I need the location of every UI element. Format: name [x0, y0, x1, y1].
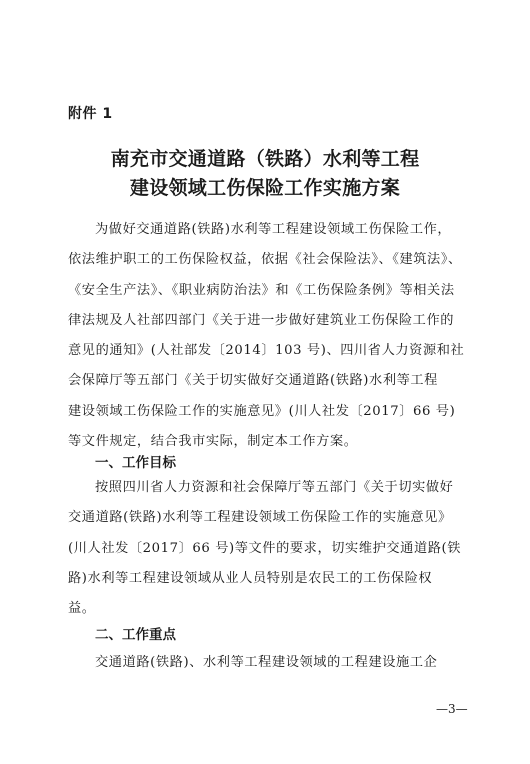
section-heading-goals: 一、工作目标 — [95, 455, 176, 471]
text-line: 路)水利等工程建设领域从业人员特别是农民工的工伤保险权 — [68, 570, 433, 586]
text-line: 益。 — [68, 601, 96, 617]
text-line: 交通道路(铁路)水利等工程建设领域工伤保险工作的实施意见》 — [68, 510, 452, 526]
text-line: 意见的通知》(人社部发〔2014〕103 号)、四川省人力资源和社 — [68, 343, 465, 359]
document-title-line-1: 南充市交通道路（铁路）水利等工程 — [110, 148, 420, 170]
text-line: 等文件规定，结合我市实际，制定本工作方案。 — [68, 434, 358, 450]
text-line: 《安全生产法》、《职业病防治法》和《工伤保险条例》等相关法 — [68, 282, 455, 298]
document-title-line-2: 建设领域工伤保险工作实施方案 — [129, 177, 401, 199]
text-line: 为做好交通道路(铁路)水利等工程建设领域工伤保险工作， — [95, 222, 452, 237]
text-line: 依法维护职工的工伤保险权益，依据《社会保险法》、《建筑法》、 — [68, 252, 462, 268]
text-line: 建设领域工伤保险工作的实施意见》(川人社发〔2017〕66 号) — [68, 403, 456, 419]
paragraph-intro — [68, 215, 464, 457]
text-line: 会保障厅等五部门《关于切实做好交通道路(铁路)水利等工程 — [68, 373, 438, 389]
text-line: 交通道路(铁路)、水利等工程建设领域的工程建设施工企 — [95, 655, 438, 670]
text-line: (川人社发〔2017〕66 号)等文件的要求，切实维护交通道路(铁 — [68, 540, 462, 556]
section-heading-focus: 二、工作重点 — [95, 627, 176, 643]
text-line: 按照四川省人力资源和社会保障厅等五部门《关于切实做好 — [95, 480, 454, 495]
paragraph-focus — [68, 648, 464, 678]
page-number: —3— — [436, 702, 468, 716]
text-line: 律法规及人社部四部门《关于进一步做好建筑业工伤保险工作的 — [68, 312, 455, 328]
paragraph-goals — [68, 473, 464, 624]
attachment-label: 附件 1 — [68, 106, 113, 122]
